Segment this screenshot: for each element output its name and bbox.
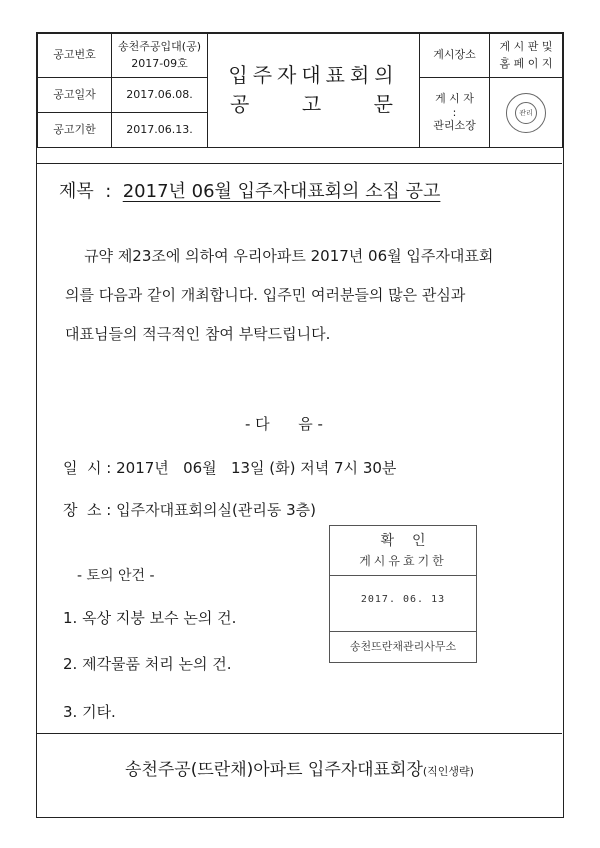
document-title	[208, 34, 420, 148]
schedule-place	[63, 499, 316, 520]
damum-heading: - 다 음 -	[245, 415, 323, 433]
agenda-heading: - 토의 안건 -	[77, 568, 155, 584]
manager-seal-stamp	[506, 93, 546, 133]
stamp-confirm: 확인	[380, 533, 444, 549]
signature-line	[37, 755, 562, 780]
post-place-label: 게시장소	[420, 34, 490, 78]
agenda-item: 3. 기타.	[63, 703, 116, 721]
poster-label: 게 시 자 : 관리소장	[420, 78, 490, 148]
schedule-date	[63, 457, 396, 478]
divider-top	[37, 163, 562, 164]
divider-bottom	[37, 733, 562, 734]
seal-omitted-note: (직인생략)	[422, 765, 474, 778]
header-table	[37, 33, 563, 148]
manager-seal-cell	[490, 78, 563, 148]
document-title-line1: 입주자대표회의	[228, 63, 399, 87]
post-place-value: 게 시 판 및 홈 페 이 지	[490, 34, 563, 78]
stamp-date: 2017. 06. 13	[360, 594, 446, 605]
notice-date-value: 2017.06.08.	[112, 78, 208, 113]
schedule-place-label: 장 소 :	[63, 501, 117, 519]
body-line: 대표님들의 적극적인 참여 부탁드립니다.	[65, 325, 331, 343]
body-line: 의를 다음과 같이 개최합니다. 입주민 여러분들의 많은 관심과	[65, 286, 466, 304]
seal-text: 관리	[515, 102, 537, 124]
title-char-2: 고	[301, 92, 322, 116]
schedule-date-label: 일 시 :	[63, 459, 117, 477]
stamp-office: 송천뜨란채관리사무소	[330, 631, 476, 662]
notice-period-value: 2017.06.13.	[112, 113, 208, 148]
body-text	[65, 237, 545, 354]
document-title-line2	[208, 89, 419, 119]
notice-number-value: 송천주공입대(공) 2017-09호	[112, 34, 208, 78]
schedule-place-value: 입주자대표회의실(관리동 3층)	[116, 501, 317, 519]
notice-number-label: 공고번호	[38, 34, 112, 78]
title-char-3: 문	[373, 92, 393, 116]
notice-period-label: 공고기한	[38, 113, 112, 148]
notice-frame	[36, 32, 564, 818]
subject-text: 2017년 06월 입주자대표회의 소집 공고	[122, 181, 441, 202]
notice-date-label: 공고일자	[38, 78, 112, 113]
stamp-validity-label: 게시유효기한	[330, 552, 476, 576]
body-line: 규약 제23조에 의하여 우리아파트 2017년 06월 입주자대표회	[65, 247, 494, 265]
title-char-1: 공	[230, 92, 250, 116]
subject-line	[59, 177, 440, 203]
validity-stamp	[329, 525, 477, 663]
subject-prefix: 제목 :	[59, 181, 123, 202]
signature-text: 송천주공(뜨란채)아파트 입주자대표회장	[125, 760, 423, 780]
agenda-item: 2. 제각물품 처리 논의 건.	[63, 655, 232, 673]
agenda-item: 1. 옥상 지붕 보수 논의 건.	[63, 609, 237, 627]
schedule-date-value: 2017년 06월 13일 (화) 저녁 7시 30분	[116, 459, 397, 477]
